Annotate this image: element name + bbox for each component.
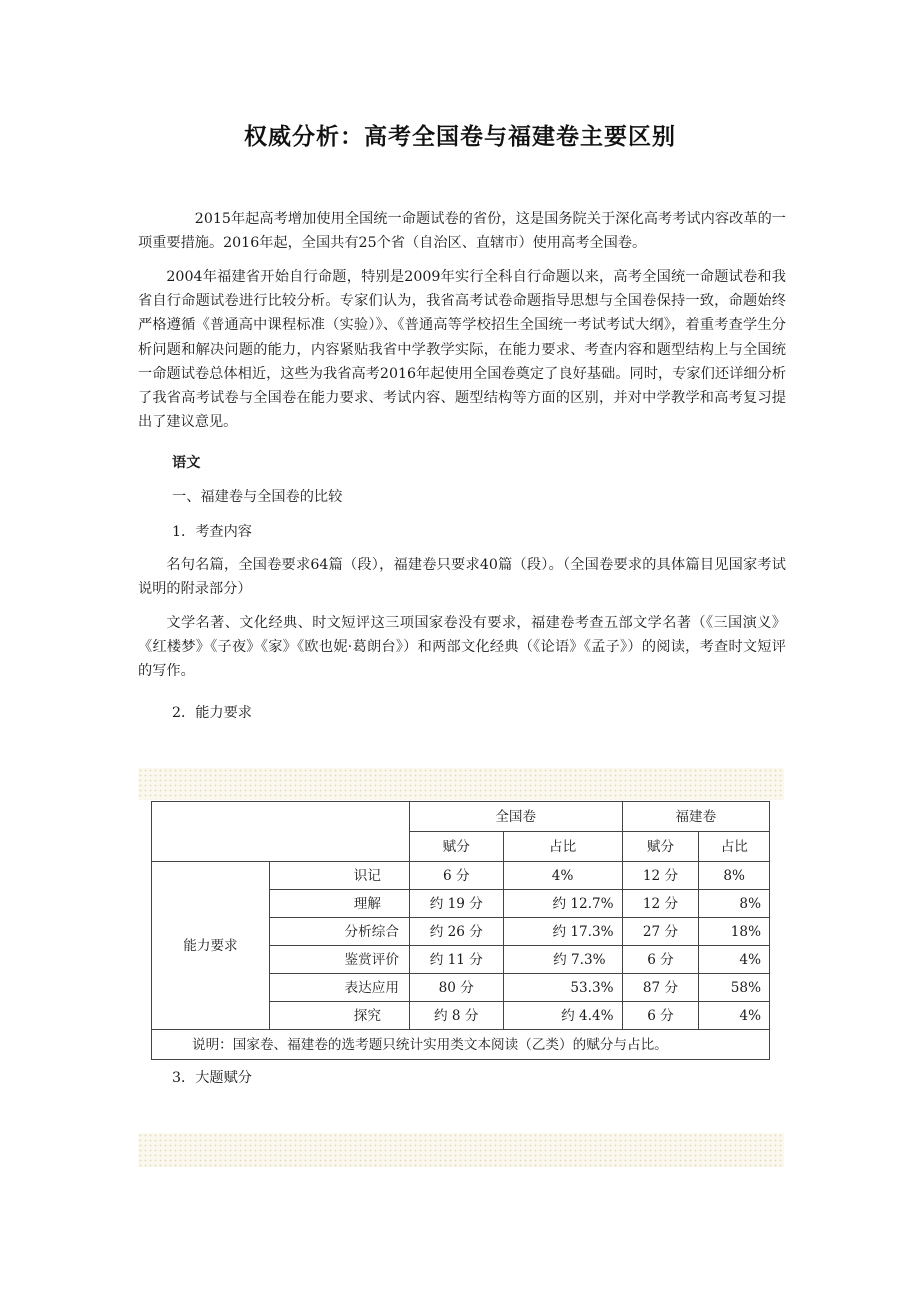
- ability-table: [151, 801, 770, 1060]
- row-label: 探究: [269, 1002, 409, 1030]
- row-label: 理解: [269, 890, 409, 918]
- item-heading: 1．考查内容: [172, 524, 252, 540]
- cell-national-score: 80 分: [409, 974, 503, 1002]
- cell-fujian-score: 12 分: [622, 890, 699, 918]
- group-header-national: 全国卷: [409, 802, 622, 832]
- cell-national-ratio: 约 17.3%: [503, 918, 622, 946]
- cell-national-score: 6 分: [409, 862, 503, 890]
- decorative-band: [138, 1133, 784, 1167]
- cell-fujian-ratio: 4%: [699, 946, 770, 974]
- row-label: 分析综合: [269, 918, 409, 946]
- row-label: 鉴赏评价: [269, 946, 409, 974]
- paragraph: 2015年起高考增加使用全国统一命题试卷的省份，这是国务院关于深化高考考试内容改革的一项重要措施。2016年起，全国共有25个省（自治区、直辖市）使用高考全国卷。: [138, 211, 786, 252]
- decorative-band: [138, 768, 784, 800]
- content-text: [138, 553, 786, 693]
- section-heading: 一、福建卷与全国卷的比较: [172, 489, 343, 505]
- cell-fujian-score: 6 分: [622, 1002, 699, 1030]
- cell-fujian-score: 27 分: [622, 918, 699, 946]
- cell-national-score: 约 8 分: [409, 1002, 503, 1030]
- cell-national-ratio: 约 7.3%: [503, 946, 622, 974]
- table-note: 说明：国家卷、福建卷的选考题只统计实用类文本阅读（乙类）的赋分与占比。: [152, 1030, 770, 1060]
- paragraph: 2004年福建省开始自行命题，特别是2009年实行全科自行命题以来，高考全国统一命题试卷和我省自行命题试卷进行比较分析。专家们认为，我省高考试卷命题指导思想与全国卷保持一致，命题始终严格遵循《普通高中课程标准（实验）》、《普通高等学校招生全国统一考试考试大纲》，着重考查学生分析问题和解决问题的能力，内容紧贴我省中学教学实际，在能力要求、考查内容和题型结构上与全国统一命题试卷总体相近，这些为我省高考2016年起使用全国卷奠定了良好基础。同时，专家们还详细分析了我省高考试卷与全国卷在能力要求、考试内容、题型结构等方面的区别，并对中学教学和高考复习提出了建议意见。: [138, 268, 786, 431]
- table-corner: [152, 802, 410, 862]
- page-title: 权威分析：高考全国卷与福建卷主要区别: [244, 124, 676, 150]
- item-heading: 2．能力要求: [172, 705, 252, 721]
- table-row: [152, 862, 770, 890]
- paragraph: 名句名篇，全国卷要求64篇（段），福建卷只要求40篇（段）。（全国卷要求的具体篇目见国家考试说明的附录部分）: [138, 557, 786, 598]
- subject-heading: 语文: [172, 455, 201, 471]
- cell-fujian-ratio: 18%: [699, 918, 770, 946]
- cell-fujian-score: 12 分: [622, 862, 699, 890]
- cell-fujian-ratio: 8%: [699, 862, 770, 890]
- cell-fujian-score: 6 分: [622, 946, 699, 974]
- cell-national-score: 约 11 分: [409, 946, 503, 974]
- item-heading: 3．大题赋分: [172, 1070, 252, 1086]
- cell-national-ratio: 约 4.4%: [503, 1002, 622, 1030]
- cell-national-score: 约 19 分: [409, 890, 503, 918]
- cell-national-ratio: 53.3%: [503, 974, 622, 1002]
- row-label: 表达应用: [269, 974, 409, 1002]
- col-header-ratio: 占比: [503, 832, 622, 862]
- col-header-score: 赋分: [622, 832, 699, 862]
- cell-fujian-ratio: 4%: [699, 1002, 770, 1030]
- cell-fujian-ratio: 8%: [699, 890, 770, 918]
- col-header-ratio: 占比: [699, 832, 770, 862]
- cell-national-score: 约 26 分: [409, 918, 503, 946]
- group-header-fujian: 福建卷: [622, 802, 769, 832]
- cell-national-ratio: 4%: [503, 862, 622, 890]
- cell-fujian-score: 87 分: [622, 974, 699, 1002]
- paragraph: 文学名著、文化经典、时文短评这三项国家卷没有要求，福建卷考查五部文学名著（《三国演义》《红楼梦》《子夜》《家》《欧也妮·葛朗台》）和两部文化经典（《论语》《孟子》）的阅读，考查时文短评的写作。: [138, 614, 786, 680]
- cell-fujian-ratio: 58%: [699, 974, 770, 1002]
- cell-national-ratio: 约 12.7%: [503, 890, 622, 918]
- col-header-score: 赋分: [409, 832, 503, 862]
- row-label: 识记: [269, 862, 409, 890]
- intro-text: [138, 207, 786, 444]
- row-group-header: 能力要求: [152, 862, 270, 1030]
